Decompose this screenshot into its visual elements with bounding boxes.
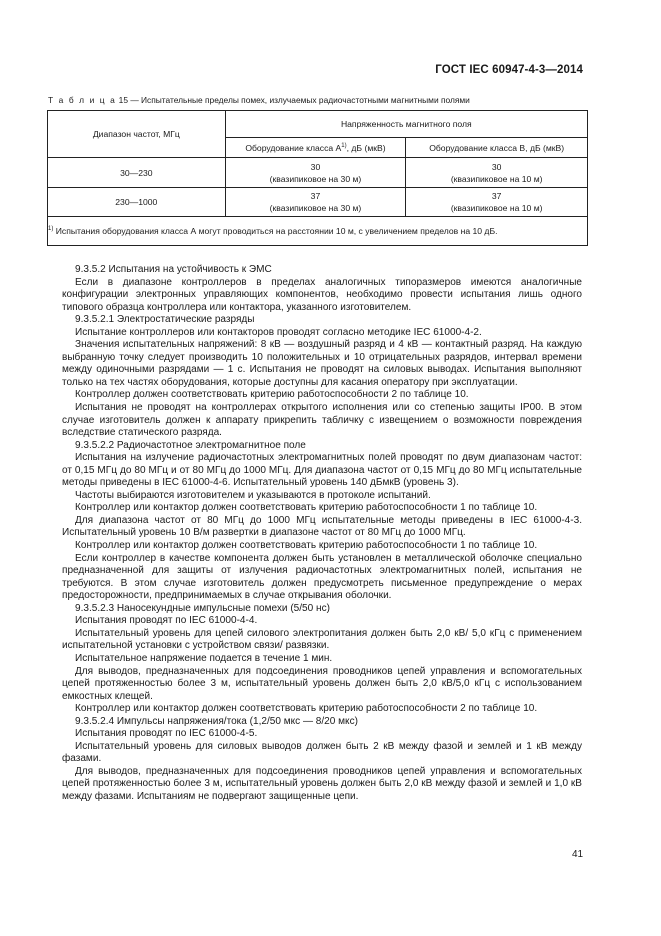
paragraph: Испытание контроллеров или контакторов проводят согласно методике IEC 61000-4-2. bbox=[75, 326, 482, 338]
paragraph: Частоты выбираются изготовителем и указываются в протоколе испытаний. bbox=[75, 489, 431, 501]
paragraph: Значения испытательных напряжений: 8 кВ — воздушный разряд и 4 кВ — контактный разряд. На каждую выбранную точку следует производить 10 положительных и 10 отрицательных разрядов, интервал времени между одиночными разрядами — 1 с. Испытания не проводят на силовых выводах. Испытания выполняют только на тех частях оборудования, которые доступны для касания оператору при эксплуатации. bbox=[62, 339, 582, 388]
class-b-note: (квазипиковое на 10 м) bbox=[450, 173, 543, 184]
paragraph: Контроллер или контактор должен соответствовать критерию работоспособности 1 по таблице 10. bbox=[75, 502, 538, 514]
paragraph: Испытания на излучение радиочастотных электромагнитных полей проводят по двум диапазонам частот: от 0,15 МГц до 80 МГц и от 80 МГц до 1000 МГц. Для диапазона частот от 0,15 МГц до 80 МГц испытательные методы приведены в IEC 61000-4-6. Испытательный уровень 140 дБмкВ (уровень 3). bbox=[62, 452, 582, 489]
field-strength-group-header: Напряженность магнитного поля bbox=[225, 111, 587, 138]
class-a-footnote-ref: 1) bbox=[341, 142, 347, 149]
range-cell: 230—1000 bbox=[48, 188, 226, 217]
class-b-column-header: Оборудование класса В, дБ (мкВ) bbox=[406, 138, 588, 158]
standard-header: ГОСТ IEC 60947-4-3—2014 bbox=[435, 64, 583, 76]
paragraph: Контроллер должен соответствовать критерию работоспособности 2 по таблице 10. bbox=[75, 389, 469, 401]
paragraph: Если в диапазоне контроллеров в пределах аналогичных типоразмеров имеются аналогичные конфигурации электронных управляющих компонентов, необходимо провести испытания лишь одного типового образца контроллера или контактора, указанного изготовителем. bbox=[62, 276, 582, 313]
paragraph: Для выводов, предназначенных для подсоединения проводников цепей управления и вспомогательных цепей протяженностью более 3 м, испытательный уровень должен быть 2,0 кВ/5,0 кГц с использованием емкостных клещей. bbox=[62, 665, 582, 702]
class-a-note: (квазипиковое на 30 м) bbox=[269, 203, 362, 213]
page-number: 41 bbox=[572, 849, 584, 860]
limits-table bbox=[47, 110, 588, 246]
class-b-note: (квазипиковое на 10 м) bbox=[450, 203, 543, 213]
footnote-mark: 1) bbox=[48, 226, 54, 233]
class-a-value: 37 bbox=[310, 191, 321, 201]
paragraph: Для выводов, предназначенных для подсоединения проводников цепей управления и вспомогательных цепей протяженностью более 3 м, испытательный уровень должен быть 2,0 кВ между фазой и землей и 1,0 кВ между фазами. Испытаниям не подвергают защищенные цепи. bbox=[62, 765, 582, 802]
section-heading: 9.3.5.2.4 Импульсы напряжения/тока (1,2/50 мкс — 8/20 мкс) bbox=[75, 715, 358, 727]
class-a-note: (квазипиковое на 30 м) bbox=[269, 173, 362, 184]
section-heading: 9.3.5.2.1 Электростатические разряды bbox=[75, 314, 255, 326]
table-caption-title: 15 — Испытательные пределы помех, излучаемых радиочастотными магнитными полями bbox=[116, 95, 470, 105]
section-heading: 9.3.5.2 Испытания на устойчивость к ЭМС bbox=[75, 264, 272, 275]
paragraph: Испытательный уровень для цепей силового электропитания должен быть 2,0 кВ/ 5,0 кГц с применением испытательной установки с устройством связи/ развязки. bbox=[62, 627, 582, 652]
paragraph: Испытательный уровень для силовых выводов должен быть 2 кВ между фазой и землей и 1 кВ между фазами. bbox=[62, 740, 582, 765]
class-b-value: 30 bbox=[491, 161, 502, 172]
paragraph: Контроллер или контактор должен соответствовать критерию работоспособности 1 по таблице 10. bbox=[75, 540, 538, 552]
table-caption bbox=[48, 95, 588, 105]
paragraph: Испытания проводят по IEC 61000-4-4. bbox=[75, 615, 258, 627]
class-a-cell bbox=[225, 158, 406, 188]
class-a-header-text: Оборудование класса А bbox=[245, 142, 342, 153]
paragraph: Испытания проводят по IEC 61000-4-5. bbox=[75, 728, 258, 740]
section-heading: 9.3.5.2.3 Наносекундные импульсные помехи (5/50 нс) bbox=[75, 602, 330, 614]
class-b-cell bbox=[406, 188, 588, 217]
paragraph: Для диапазона частот от 80 МГц до 1000 МГц испытательные методы приведены в IEC 61000-4-3. Испытательный уровень 10 В/м развертки в диапазоне частот от 80 МГц до 1000 МГц. bbox=[62, 514, 582, 539]
range-column-header: Диапазон частот, МГц bbox=[48, 111, 226, 158]
paragraph: Контроллер или контактор должен соответствовать критерию работоспособности 2 по таблице 10. bbox=[75, 703, 538, 715]
section-heading: 9.3.5.2.2 Радиочастотное электромагнитное поле bbox=[75, 439, 306, 451]
paragraph: Испытания не проводят на контроллерах открытого исполнения или со степенью защиты IP00. В этом случае изготовитель должен к аппарату прикрепить табличку с извещением о возможности повреждения вследствие статического разряда. bbox=[62, 402, 582, 439]
class-a-header-unit: , дБ (мкВ) bbox=[346, 142, 386, 153]
class-b-value: 37 bbox=[491, 191, 502, 201]
paragraph: Если контроллер в качестве компонента должен быть установлен в металлической оболочке специально предназначенной для защиты от излучения радиочастотных электромагнитных полей, испытания не требуются. В этом случае изготовитель должен предусмотреть письменное предупреждение о мерах предосторожности, предпринимаемых в случае открывания оболочки. bbox=[62, 552, 582, 602]
table-row bbox=[48, 158, 588, 188]
table-footnote bbox=[48, 217, 588, 246]
paragraph: Испытательное напряжение подается в течение 1 мин. bbox=[75, 652, 333, 664]
class-b-cell bbox=[406, 158, 588, 188]
body-text bbox=[62, 264, 582, 804]
table-caption-label: Т а б л и ц а bbox=[48, 95, 117, 105]
class-a-value: 30 bbox=[310, 161, 321, 172]
footnote-text: Испытания оборудования класса А могут проводиться на расстоянии 10 м, с увеличением пределов на 10 дБ. bbox=[53, 226, 498, 236]
range-cell: 30—230 bbox=[48, 158, 226, 188]
table-row bbox=[48, 188, 588, 217]
class-a-cell bbox=[225, 188, 406, 217]
class-a-column-header bbox=[225, 138, 406, 158]
